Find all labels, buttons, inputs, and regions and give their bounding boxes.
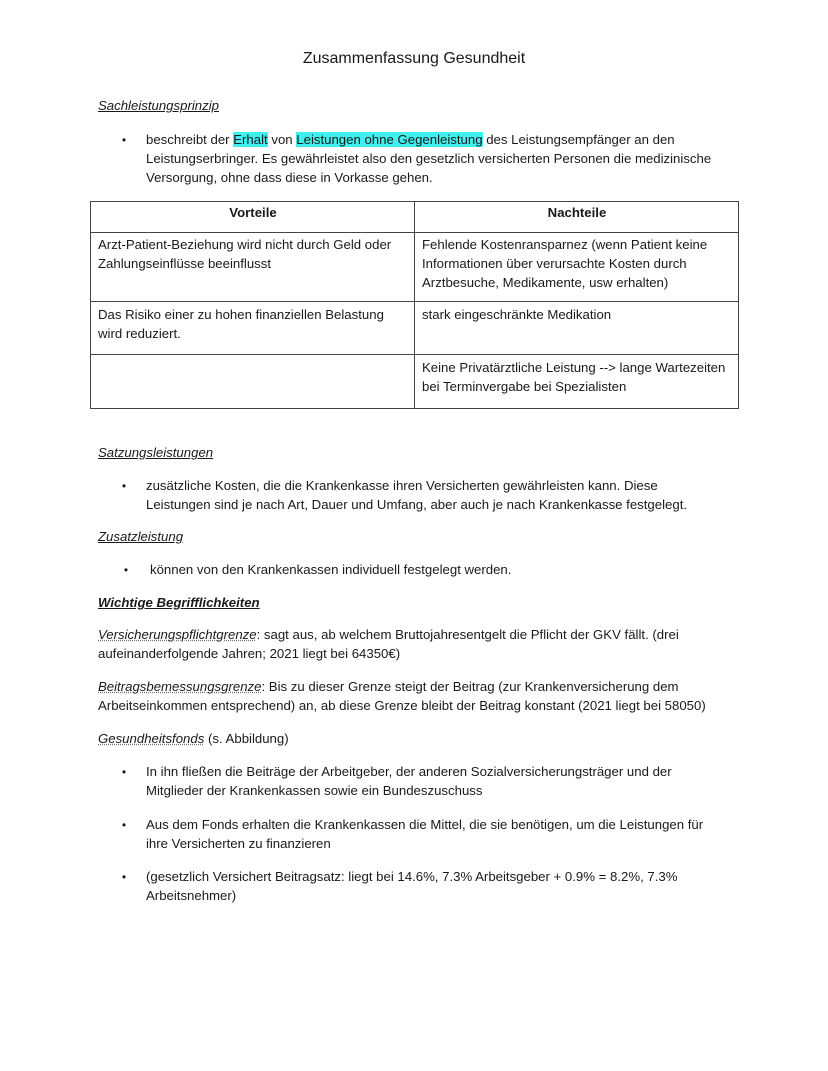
vorteile-nachteile-table xyxy=(90,201,739,409)
sachleistung-line-1: beschreibt der Erhalt von Leistungen ohne Gegenleistung des Leistungsempfänger an den xyxy=(146,132,675,147)
sachleistung-line-2: Leistungserbringer. Es gewährleistet also den gesetzlich versicherten Personen die medizinische xyxy=(146,151,712,166)
bullet-icon: • xyxy=(121,133,127,147)
satzung-description: zusätzliche Kosten, die die Krankenkasse ihren Versicherten gewährleisten kann. Diese Leistungen sind je nach Art, Dauer und Umfang, aber auch je nach Krankenkasse festgelegt. xyxy=(146,478,688,512)
gesundheitsfonds-paragraph: Gesundheitsfonds (s. Abbildung) xyxy=(98,731,289,746)
sachleistung-line-3: Versorgung, ohne dass diese in Vorkasse gehen. xyxy=(146,170,433,185)
term-versicherungspflichtgrenze: Versicherungspflichtgrenze xyxy=(98,627,257,642)
table-cell-nachteil: stark eingeschränkte Medikation xyxy=(415,302,739,355)
table-header-nachteile: Nachteile xyxy=(415,202,739,233)
zusatz-description: können von den Krankenkassen individuell festgelegt werden. xyxy=(150,562,512,577)
bullet-icon: • xyxy=(121,765,127,779)
table-row xyxy=(91,233,739,302)
table-header-vorteile: Vorteile xyxy=(91,202,415,233)
list-item: (gesetzlich Versichert Beitragsatz: liegt bei 14.6%, 7.3% Arbeitsgeber + 0.9% = 8.2%, 7.3% Arbeitsnehmer) xyxy=(146,869,678,903)
table-cell-vorteil-empty xyxy=(91,355,415,409)
table-cell-vorteil: Arzt-Patient-Beziehung wird nicht durch Geld oder Zahlungseinflüsse beeinflusst xyxy=(91,233,415,302)
table-cell-nachteil: Keine Privatärztliche Leistung --> lange Wartezeiten bei Terminvergabe bei Spezialisten xyxy=(415,355,739,409)
list-item: Aus dem Fonds erhalten die Krankenkassen die Mittel, die sie benötigen, um die Leistungen für ihre Versicherten zu finanzieren xyxy=(146,817,704,851)
table-row xyxy=(91,302,739,355)
heading-sachleistungsprinzip: Sachleistungsprinzip xyxy=(98,98,219,113)
table-cell-nachteil: Fehlende Kostenransparnez (wenn Patient keine Informationen über verursachte Kosten durch Arztbesuche, Medikamente, usw erhalten) xyxy=(415,233,739,302)
highlight-leistungen: Leistungen ohne Gegenleistung xyxy=(296,132,483,147)
highlight-erhalt: Erhalt xyxy=(233,132,268,147)
heading-zusatzleistung: Zusatzleistung xyxy=(98,529,184,544)
table-row xyxy=(91,355,739,409)
document-title: Zusammenfassung Gesundheit xyxy=(302,50,526,67)
bullet-icon: • xyxy=(121,870,127,884)
bullet-icon: • xyxy=(121,479,127,493)
versicherungspflichtgrenze-paragraph: Versicherungspflichtgrenze: sagt aus, ab welchem Bruttojahresentgelt die Pflicht der GKV fällt. (drei aufeinanderfolgende Jahren; 2021 liegt bei 64350€) xyxy=(98,627,679,661)
bullet-icon: • xyxy=(123,563,129,577)
table-cell-vorteil: Das Risiko einer zu hohen finanziellen Belastung wird reduziert. xyxy=(91,302,415,355)
bullet-icon: • xyxy=(121,818,127,832)
term-gesundheitsfonds: Gesundheitsfonds xyxy=(98,731,205,746)
heading-satzungsleistungen: Satzungsleistungen xyxy=(98,445,214,460)
beitragsbemessungsgrenze-paragraph: Beitragsbemessungsgrenze: Bis zu dieser Grenze steigt der Beitrag (zur Krankenversicherung dem Arbeitseinkommen entsprechend) an, ab diese Grenze bleibt der Beitrag konstant (2021 liegt bei 58050) xyxy=(98,679,706,713)
heading-wichtige-begrifflichkeiten: Wichtige Begrifflichkeiten xyxy=(98,595,260,610)
sachleistung-description xyxy=(146,130,746,187)
term-beitragsbemessungsgrenze: Beitragsbemessungsgrenze xyxy=(98,679,262,694)
list-item: In ihn fließen die Beiträge der Arbeitgeber, der anderen Sozialversicherungsträger und der Mitglieder der Krankenkassen sowie ein Bundeszuschuss xyxy=(146,764,672,798)
